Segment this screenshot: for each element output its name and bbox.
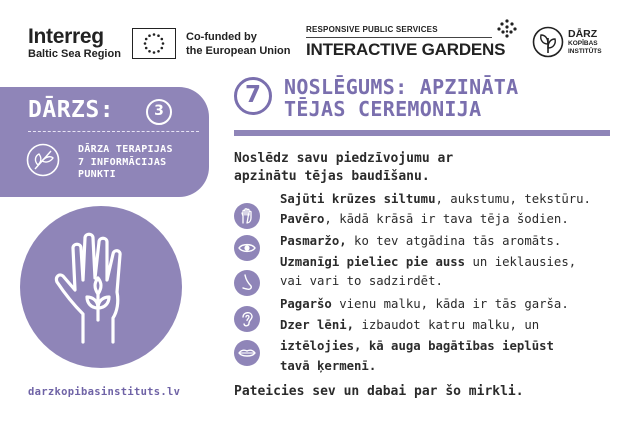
item-text: un ieklausies, bbox=[465, 255, 577, 269]
item-text: ko tev atgādina tās aromāts. bbox=[346, 234, 562, 248]
title-line1: NOSLĒGUMS: APZINĀTA bbox=[284, 75, 519, 99]
institute-line2: KOPĪBAS bbox=[568, 40, 598, 47]
eu-line1: Co-funded by bbox=[186, 31, 257, 43]
item-bold: Pasmaržo, bbox=[280, 234, 347, 248]
project-divider bbox=[306, 37, 492, 38]
item-bold: Pagaršo bbox=[280, 297, 332, 311]
garden-number-badge: 3 bbox=[146, 99, 172, 125]
institute-name bbox=[568, 29, 602, 56]
garden-divider bbox=[28, 131, 199, 132]
project-name: INTERACTIVE GARDENS bbox=[306, 40, 506, 59]
item-text: vienu malku, kāda ir tās garša. bbox=[331, 297, 569, 311]
list-item bbox=[280, 190, 591, 210]
nose-icon bbox=[234, 270, 260, 296]
subtitle-line3: PUNKTI bbox=[78, 169, 116, 180]
garden-label: DĀRZS: bbox=[28, 97, 115, 123]
item-bold: iztēlojies, kā auga bagātības ieplūst bbox=[280, 339, 554, 353]
ear-icon bbox=[234, 306, 260, 332]
hand-icon bbox=[234, 203, 260, 229]
closing-text: Pateicies sev un dabai par šo mirkli. bbox=[234, 384, 524, 399]
subtitle-line2: 7 INFORMĀCIJAS bbox=[78, 156, 167, 168]
list-item bbox=[280, 232, 561, 252]
intro-line1: Noslēdz savu piedzīvojumu ar bbox=[234, 151, 454, 166]
interreg-title: Interreg bbox=[28, 25, 104, 48]
intro-line2: apzinātu tējas baudīšanu. bbox=[234, 169, 430, 184]
item-text: , aukstumu, tekstūru. bbox=[435, 192, 591, 206]
interactive-gardens-logo bbox=[306, 25, 518, 59]
institute-logo-icon bbox=[532, 26, 564, 58]
intro-text bbox=[234, 150, 453, 186]
list-item bbox=[280, 357, 376, 377]
institute-line1: DĀRZ bbox=[568, 28, 598, 40]
interreg-logo bbox=[28, 26, 121, 61]
list-item bbox=[280, 272, 443, 292]
institute-line3: INSTITŪTS bbox=[568, 48, 602, 55]
item-text: vai vari to sadzirdēt. bbox=[280, 274, 443, 288]
website-link[interactable]: darzkopibasinstituts.lv bbox=[28, 386, 181, 398]
list-item bbox=[280, 210, 569, 230]
eu-flag-icon bbox=[132, 28, 176, 59]
title-underline bbox=[234, 130, 610, 136]
item-bold: Dzer lēni, bbox=[280, 318, 355, 332]
plant-hand-icon bbox=[53, 230, 155, 348]
title-line2: TĒJAS CEREMONIJA bbox=[284, 97, 482, 121]
item-text: izbaudot katru malku, un bbox=[354, 318, 540, 332]
item-bold: Uzmanīgi pieliec pie auss bbox=[280, 255, 466, 269]
subtitle-line1: DĀRZA TERAPIJAS bbox=[78, 144, 173, 155]
eye-icon bbox=[234, 235, 260, 261]
list-item bbox=[280, 253, 576, 273]
item-bold: Pavēro bbox=[280, 212, 325, 226]
page-title bbox=[284, 76, 518, 120]
list-item bbox=[280, 316, 539, 336]
leaves-icon bbox=[26, 143, 60, 177]
item-bold: tavā ķermenī. bbox=[280, 359, 377, 373]
interreg-subtitle: Baltic Sea Region bbox=[28, 48, 121, 60]
eu-line2: the European Union bbox=[186, 45, 291, 57]
list-item bbox=[280, 295, 569, 315]
lips-icon bbox=[234, 340, 260, 366]
item-bold: Sajūti krūzes siltumu bbox=[280, 192, 436, 206]
step-number-badge: 7 bbox=[234, 77, 272, 115]
garden-subtitle bbox=[78, 144, 173, 182]
project-small-title: RESPONSIVE PUBLIC SERVICES bbox=[306, 25, 438, 34]
item-text: , kādā krāsā ir tava tēja šodien. bbox=[324, 212, 569, 226]
dots-icon bbox=[496, 18, 518, 40]
list-item bbox=[280, 337, 554, 357]
eu-cofunded-text bbox=[186, 30, 291, 58]
header bbox=[0, 0, 634, 80]
